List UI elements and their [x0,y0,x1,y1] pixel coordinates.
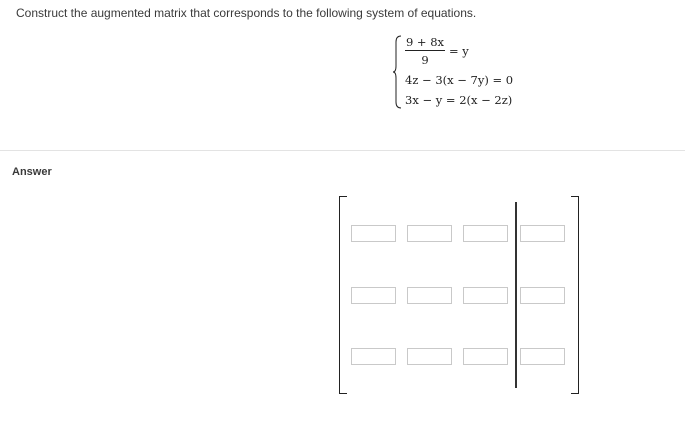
matrix-cell-r3-c3[interactable] [463,348,508,365]
matrix-cell-r2-c3[interactable] [463,287,508,304]
augmentation-divider [515,202,517,388]
augmented-matrix [339,196,579,394]
matrix-cell-r1-c2[interactable] [407,225,452,242]
equation-system [393,35,533,109]
matrix-cell-r1-c3[interactable] [463,225,508,242]
left-brace [393,35,402,109]
matrix-cell-r1-c1[interactable] [351,225,396,242]
matrix-left-bracket [339,196,347,394]
equation-1-fraction [405,35,445,67]
matrix-cell-r3-c4[interactable] [520,348,565,365]
equation-3: 3x − y = 2(x − 2z) [405,93,513,107]
eq1-denominator: 9 [421,53,429,67]
matrix-cell-r2-c2[interactable] [407,287,452,304]
matrix-cell-r2-c4[interactable] [520,287,565,304]
matrix-right-bracket [571,196,579,394]
question-prompt: Construct the augmented matrix that corresponds to the following system of equations. [16,6,477,20]
matrix-cell-r3-c1[interactable] [351,348,396,365]
answer-label: Answer [12,166,52,178]
question-panel [0,0,685,151]
matrix-cell-r1-c4[interactable] [520,225,565,242]
matrix-cell-r2-c1[interactable] [351,287,396,304]
matrix-cell-r3-c2[interactable] [407,348,452,365]
equation-2: 4z − 3(x − 7y) = 0 [405,73,514,87]
fraction-bar [405,50,445,51]
eq1-rhs: = y [449,44,469,58]
eq1-numerator: 9 + 8x [405,35,445,49]
